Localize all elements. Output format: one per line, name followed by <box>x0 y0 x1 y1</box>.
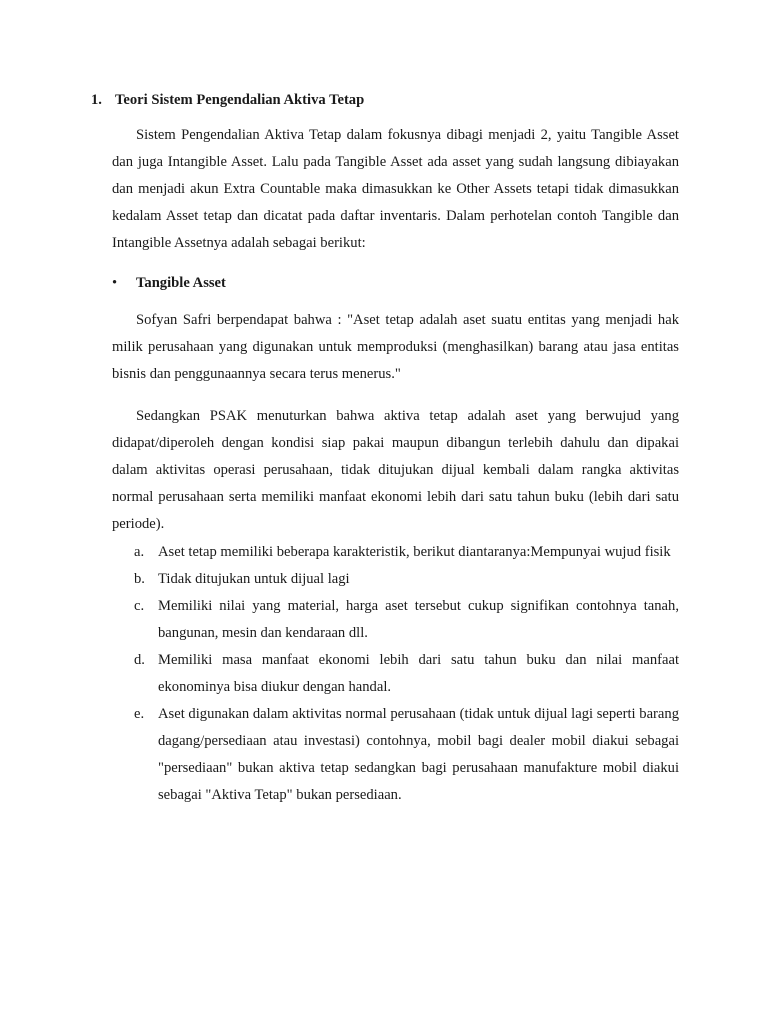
list-item <box>134 701 679 809</box>
list-marker: a. <box>134 544 145 560</box>
list-marker: e. <box>134 706 145 722</box>
list-marker: b. <box>134 571 145 587</box>
list-item-text: Memiliki nilai yang material, harga aset tersebut cukup signifikan contohnya tanah, bangunan, mesin dan kendaraan dll. <box>158 598 679 641</box>
characteristics-list <box>134 539 679 809</box>
section-heading <box>91 92 364 109</box>
list-item-text: Aset tetap memiliki beberapa karakteristik, berikut diantaranya:Mempunyai wujud fisik <box>158 544 671 560</box>
list-item <box>134 647 679 701</box>
list-item-text: Memiliki masa manfaat ekonomi lebih dari satu tahun buku dan nilai manfaat ekonominya bisa diukur dengan handal. <box>158 652 679 695</box>
psak-paragraph: Sedangkan PSAK menuturkan bahwa aktiva tetap adalah aset yang berwujud yang didapat/diperoleh dengan kondisi siap pakai maupun dibangun terlebih dahulu dan dipakai dalam aktivitas operasi perusahaan, tidak ditujukan dijual kembali dalam rangka aktivitas normal perusahaan serta memiliki manfaat ekonomi lebih dari satu tahun buku (lebih dari satu periode). <box>112 408 679 532</box>
list-marker: d. <box>134 652 145 668</box>
bullet-heading <box>112 275 226 292</box>
bullet-symbol: • <box>112 275 118 291</box>
list-item-text: Tidak ditujukan untuk dijual lagi <box>158 571 350 587</box>
section-title: Teori Sistem Pengendalian Aktiva Tetap <box>115 92 365 108</box>
list-item-text: Aset digunakan dalam aktivitas normal perusahaan (tidak untuk dijual lagi seperti barang dagang/persediaan atau investasi) contohnya, mobil bagi dealer mobil diakui sebagai "persediaan" bukan aktiva tetap sedangkan bagi perusahaan manufakture mobil diakui sebagai "Aktiva Tetap" bukan persediaan. <box>158 706 679 803</box>
quote-paragraph: Sofyan Safri berpendapat bahwa : "Aset tetap adalah aset suatu entitas yang menjadi hak milik perusahaan yang digunakan untuk memproduksi (menghasilkan) barang atau jasa entitas bisnis dan penggunaannya secara terus menerus." <box>112 312 679 382</box>
list-marker: c. <box>134 598 145 614</box>
list-item <box>134 566 679 593</box>
list-item <box>134 593 679 647</box>
intro-paragraph: Sistem Pengendalian Aktiva Tetap dalam fokusnya dibagi menjadi 2, yaitu Tangible Asset dan juga Intangible Asset. Lalu pada Tangible Asset ada asset yang sudah langsung dibiayakan dan menjadi akun Extra Countable maka dimasukkan ke Other Assets tetapi tidak dimasukkan kedalam Asset tetap dan dicatat pada daftar inventaris. Dalam perhotelan contoh Tangible dan Intangible Assetnya adalah sebagai berikut: <box>112 127 679 251</box>
section-number: 1. <box>91 92 102 108</box>
list-item <box>134 539 679 566</box>
bullet-label: Tangible Asset <box>136 275 226 291</box>
